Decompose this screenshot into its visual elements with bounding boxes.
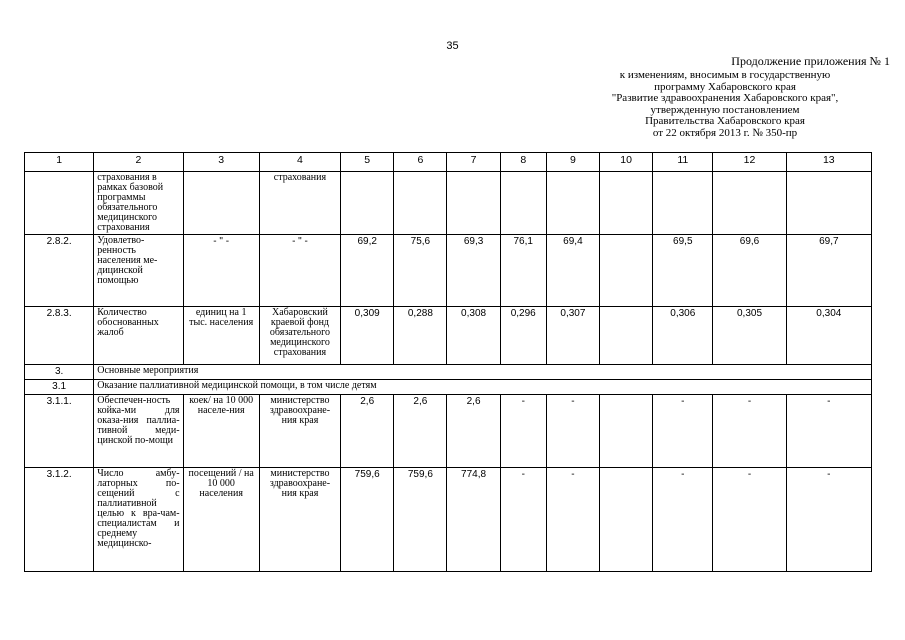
value-cell — [447, 172, 500, 235]
column-number: 10 — [600, 153, 653, 172]
indicators-table — [24, 152, 872, 572]
column-number: 1 — [25, 153, 94, 172]
value-cell: - — [500, 468, 546, 572]
value-cell — [713, 172, 786, 235]
value-cell — [500, 172, 546, 235]
value-cell: 0,306 — [653, 307, 713, 365]
value-cell: 69,6 — [713, 235, 786, 307]
column-number: 13 — [786, 153, 871, 172]
value-cell — [600, 468, 653, 572]
column-number: 8 — [500, 153, 546, 172]
appendix-continuation-line: Продолжение приложения № 1 — [731, 54, 890, 68]
value-cell: 759,6 — [341, 468, 394, 572]
appendix-header-line: утвержденную постановлением — [650, 103, 800, 116]
value-cell: - — [500, 395, 546, 468]
column-number: 2 — [94, 153, 183, 172]
column-number: 3 — [183, 153, 259, 172]
row-number — [25, 172, 94, 235]
value-cell — [600, 307, 653, 365]
value-cell: 69,3 — [447, 235, 500, 307]
column-number: 4 — [259, 153, 340, 172]
table-row — [25, 468, 872, 572]
value-cell: - — [786, 395, 871, 468]
value-cell: 0,288 — [394, 307, 447, 365]
value-cell: - — [546, 395, 599, 468]
table-row — [25, 307, 872, 365]
value-cell: 0,304 — [786, 307, 871, 365]
unit: коек/ на 10 000 населе-ния — [183, 395, 259, 468]
column-number: 12 — [713, 153, 786, 172]
unit — [183, 172, 259, 235]
unit: единиц на 1 тыс. населения — [183, 307, 259, 365]
column-number: 7 — [447, 153, 500, 172]
value-cell: 69,7 — [786, 235, 871, 307]
appendix-header-line: от 22 октября 2013 г. № 350-пр — [652, 126, 798, 139]
column-number: 9 — [546, 153, 599, 172]
value-cell: 0,296 — [500, 307, 546, 365]
value-cell — [600, 235, 653, 307]
value-cell: 2,6 — [341, 395, 394, 468]
column-number: 5 — [341, 153, 394, 172]
value-cell: - — [653, 395, 713, 468]
table-row — [25, 235, 872, 307]
value-cell: 0,309 — [341, 307, 394, 365]
responsible: страхования — [259, 172, 340, 235]
appendix-header-line: Правительства Хабаровского края — [645, 115, 805, 127]
value-cell: - — [653, 468, 713, 572]
column-number: 6 — [394, 153, 447, 172]
value-cell: 76,1 — [500, 235, 546, 307]
value-cell: 75,6 — [394, 235, 447, 307]
section-title: Основные мероприятия — [94, 365, 872, 380]
value-cell — [786, 172, 871, 235]
appendix-header-line: к изменениям, вносимым в государственную — [619, 69, 831, 81]
value-cell — [653, 172, 713, 235]
value-cell: - — [786, 468, 871, 572]
value-cell — [341, 172, 394, 235]
value-cell: 774,8 — [447, 468, 500, 572]
table-header-row — [25, 153, 872, 172]
value-cell: - — [546, 468, 599, 572]
subsection-number: 3.1 — [25, 380, 94, 395]
value-cell: 69,4 — [546, 235, 599, 307]
value-cell: 0,308 — [447, 307, 500, 365]
row-number: 2.8.2. — [25, 235, 94, 307]
responsible: министерство здравоохране-ния края — [259, 395, 340, 468]
subsection-row — [25, 380, 872, 395]
unit: - " - — [183, 235, 259, 307]
value-cell: 2,6 — [447, 395, 500, 468]
subsection-title: Оказание паллиативной медицинской помощи, в том числе детям — [94, 380, 872, 395]
responsible: министерство здравоохране-ния края — [259, 468, 340, 572]
value-cell: 0,305 — [713, 307, 786, 365]
value-cell: 69,5 — [653, 235, 713, 307]
appendix-header-line: "Развитие здравоохранения Хабаровского края", — [611, 92, 839, 104]
value-cell: 69,2 — [341, 235, 394, 307]
value-cell: 0,307 — [546, 307, 599, 365]
value-cell: - — [713, 395, 786, 468]
section-row — [25, 365, 872, 380]
responsible: - " - — [259, 235, 340, 307]
indicator-name: Удовлетво-ренность населения ме-дицинской помощью — [94, 235, 183, 307]
row-number: 3.1.2. — [25, 468, 94, 572]
column-number: 11 — [653, 153, 713, 172]
unit: посещений / на 10 000 населения — [183, 468, 259, 572]
appendix-header-line: программу Хабаровского края — [654, 80, 796, 93]
value-cell — [600, 172, 653, 235]
value-cell — [546, 172, 599, 235]
responsible: Хабаровский краевой фонд обязательного медицинского страхования — [259, 307, 340, 365]
value-cell: - — [713, 468, 786, 572]
row-number: 2.8.3. — [25, 307, 94, 365]
value-cell — [600, 395, 653, 468]
value-cell: 2,6 — [394, 395, 447, 468]
appendix-header — [560, 54, 890, 139]
value-cell — [394, 172, 447, 235]
value-cell: 759,6 — [394, 468, 447, 572]
indicator-name: Обеспечен-ность койка-ми для оказа-ния паллиа-тивной меди-цинской по-мощи — [94, 395, 183, 468]
indicator-name: Число амбу-латорных по-сещений с паллиативной целью к вра-чам-специалистам и среднему медицинско- — [94, 468, 183, 572]
indicator-name: Количество обоснованных жалоб — [94, 307, 183, 365]
row-number: 3.1.1. — [25, 395, 94, 468]
indicator-name: страхования в рамках базовой программы обязательного медицинского страхования — [94, 172, 183, 235]
page-number: 35 — [446, 40, 459, 52]
table-row — [25, 172, 872, 235]
section-number: 3. — [25, 365, 94, 380]
table-row — [25, 395, 872, 468]
